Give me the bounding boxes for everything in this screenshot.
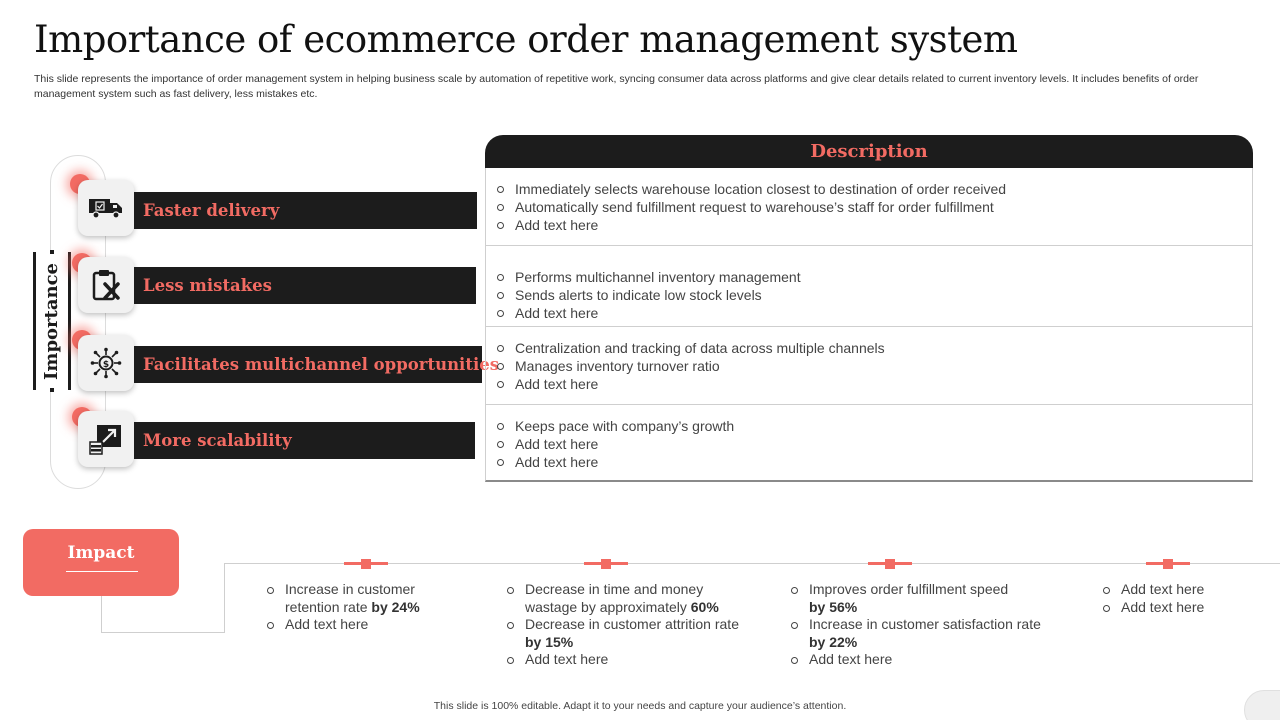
- description-row: [486, 327, 1252, 405]
- slide-footer: This slide is 100% editable. Adapt it to your needs and capture your audience’s attention.: [433, 700, 847, 712]
- list-item: Decrease in time and money wastage by approximately 60%: [507, 581, 739, 616]
- list-item: Add text here: [267, 616, 420, 634]
- description-table: [485, 168, 1253, 482]
- list-item: Sends alerts to indicate low stock levels: [497, 286, 801, 304]
- list-item: Centralization and tracking of data across multiple channels: [497, 339, 885, 357]
- list-item: Automatically send fulfillment request to warehouse’s staff for order fulfillment: [497, 198, 1006, 216]
- impact-timeline: [224, 563, 225, 633]
- impact-column: [267, 581, 420, 634]
- timeline-marker: [344, 559, 388, 569]
- list-item: Add text here: [497, 216, 1006, 234]
- impact-connector: [101, 632, 225, 633]
- slide-title: Importance of ecommerce order management system: [34, 18, 1018, 61]
- importance-item-bar: Faster delivery: [134, 192, 477, 229]
- impact-label: Impact: [67, 543, 135, 563]
- list-item: Add text here: [497, 304, 801, 322]
- svg-text:$: $: [102, 360, 110, 370]
- list-item: Increase in customer retention rate by 24%: [267, 581, 420, 616]
- timeline-marker: [584, 559, 628, 569]
- delivery-truck-icon: [78, 180, 134, 236]
- timeline-marker: [1146, 559, 1190, 569]
- importance-item-bar: More scalability: [134, 422, 475, 459]
- importance-item-bar: Facilitates multichannel opportunities: [134, 346, 482, 383]
- description-header: Description: [485, 135, 1253, 168]
- description-row: [486, 246, 1252, 327]
- list-item: Add text here: [1103, 581, 1204, 599]
- description-row: [486, 405, 1252, 481]
- description-row: [486, 168, 1252, 246]
- list-item: Performs multichannel inventory management: [497, 268, 801, 286]
- importance-item-bar: Less mistakes: [134, 267, 476, 304]
- scale-up-arrow-icon: [78, 411, 134, 467]
- impact-column: [507, 581, 739, 669]
- timeline-marker: [868, 559, 912, 569]
- list-item: Add text here: [497, 375, 885, 393]
- impact-label-box: [23, 529, 179, 596]
- list-item: Add text here: [507, 651, 739, 669]
- impact-column: [791, 581, 1041, 669]
- list-item: Improves order fulfillment speed by 56%: [791, 581, 1041, 616]
- list-item: Add text here: [497, 435, 734, 453]
- list-item: Immediately selects warehouse location closest to destination of order received: [497, 180, 1006, 198]
- list-item: Decrease in customer attrition rate by 15%: [507, 616, 739, 651]
- importance-label: Importance: [41, 262, 63, 380]
- list-item: Add text here: [497, 453, 734, 471]
- list-item: Add text here: [1103, 599, 1204, 617]
- slide-subtitle: This slide represents the importance of order management system in helping business scale by automation of repetitive work, syncing consumer data across platforms and give clear details related to current inventory levels. It includes benefits of order management system such as fast delivery, less mistakes etc.: [34, 73, 1199, 100]
- dollar-network-icon: [78, 335, 134, 391]
- list-item: Increase in customer satisfaction rate by 22%: [791, 616, 1041, 651]
- list-item: Add text here: [791, 651, 1041, 669]
- list-item: Manages inventory turnover ratio: [497, 357, 885, 375]
- impact-column: [1103, 581, 1204, 616]
- clipboard-x-icon: [78, 257, 134, 313]
- importance-label-box: [33, 252, 71, 390]
- list-item: Keeps pace with company’s growth: [497, 417, 734, 435]
- impact-underline: [66, 571, 138, 572]
- corner-decoration: [1244, 690, 1280, 720]
